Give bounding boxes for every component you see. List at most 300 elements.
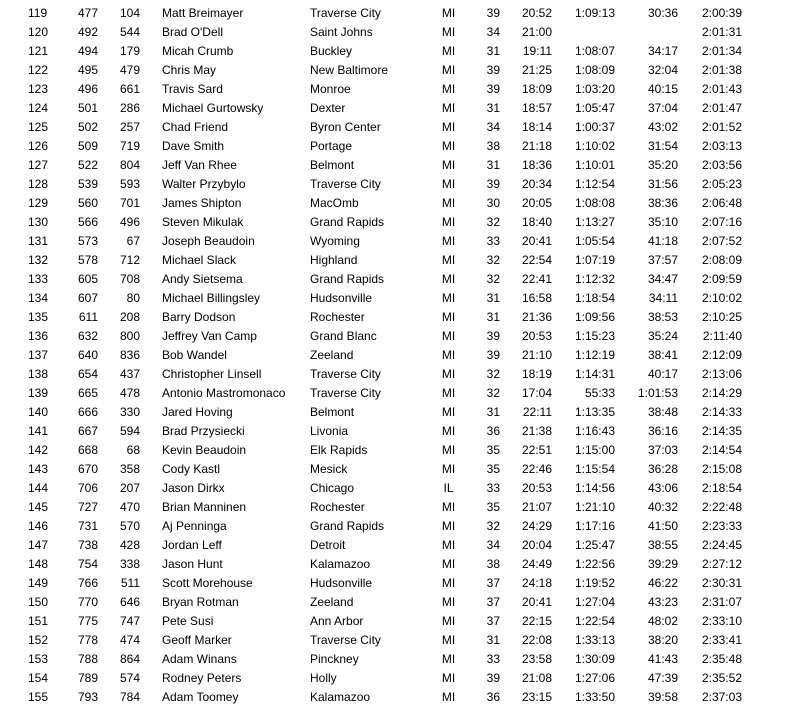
age-cell: 39	[486, 63, 500, 77]
run-time-cell: 36:28	[647, 462, 678, 476]
division-place-cell: 135	[28, 310, 49, 324]
athlete-name-cell: Bryan Rotman	[162, 595, 239, 609]
run-time-cell: 39:29	[647, 557, 678, 571]
table-row	[0, 441, 800, 460]
city-cell: Highland	[310, 253, 358, 267]
run-time-cell: 37:57	[647, 253, 678, 267]
overall-place-cell: 667	[77, 424, 98, 438]
run-time-cell: 41:50	[647, 519, 678, 533]
age-cell: 31	[486, 633, 500, 647]
athlete-name-cell: Cody Kastl	[162, 462, 221, 476]
state-cell: IL	[443, 481, 454, 495]
bike-time-cell: 1:17:16	[574, 519, 615, 533]
age-cell: 35	[486, 462, 500, 476]
division-place-cell: 141	[28, 424, 49, 438]
overall-place-cell: 560	[77, 196, 98, 210]
bike-time-cell: 1:09:56	[574, 310, 615, 324]
age-cell: 32	[486, 519, 500, 533]
division-place-cell: 146	[28, 519, 49, 533]
bib-number-cell: 544	[119, 25, 140, 39]
age-cell: 31	[486, 158, 500, 172]
bike-time-cell: 1:12:19	[574, 348, 615, 362]
overall-place-cell: 501	[77, 101, 98, 115]
bib-number-cell: 719	[119, 139, 140, 153]
finish-time-cell: 2:35:52	[701, 671, 742, 685]
age-cell: 30	[486, 196, 500, 210]
city-cell: Saint Johns	[310, 25, 373, 39]
bike-time-cell: 1:19:52	[574, 576, 615, 590]
finish-time-cell: 2:01:43	[701, 82, 742, 96]
state-cell: MI	[441, 215, 456, 229]
division-place-cell: 155	[28, 690, 49, 704]
run-time-cell: 34:47	[647, 272, 678, 286]
finish-time-cell: 2:10:25	[701, 310, 742, 324]
table-row	[0, 365, 800, 384]
finish-time-cell: 2:14:29	[701, 386, 742, 400]
division-place-cell: 137	[28, 348, 49, 362]
run-time-cell: 30:36	[647, 6, 678, 20]
overall-place-cell: 770	[77, 595, 98, 609]
age-cell: 39	[486, 348, 500, 362]
swim-time-cell: 18:19	[521, 367, 552, 381]
city-cell: Traverse City	[310, 6, 381, 20]
bib-number-cell: 286	[119, 101, 140, 115]
finish-time-cell: 2:30:31	[701, 576, 742, 590]
athlete-name-cell: Jared Hoving	[162, 405, 233, 419]
age-cell: 36	[486, 690, 500, 704]
bike-time-cell: 1:14:31	[574, 367, 615, 381]
bike-time-cell: 1:33:13	[574, 633, 615, 647]
run-time-cell: 37:04	[647, 101, 678, 115]
table-row	[0, 479, 800, 498]
bib-number-cell: 784	[119, 690, 140, 704]
state-cell: MI	[441, 63, 456, 77]
run-time-cell: 38:41	[647, 348, 678, 362]
bib-number-cell: 470	[119, 500, 140, 514]
overall-place-cell: 789	[77, 671, 98, 685]
overall-place-cell: 496	[77, 82, 98, 96]
city-cell: Zeeland	[310, 348, 354, 362]
city-cell: MacOmb	[310, 196, 359, 210]
state-cell: MI	[441, 595, 456, 609]
bib-number-cell: 593	[119, 177, 140, 191]
table-row	[0, 688, 800, 707]
bike-time-cell: 1:15:23	[574, 329, 615, 343]
bib-number-cell: 661	[119, 82, 140, 96]
swim-time-cell: 20:41	[521, 234, 552, 248]
bib-number-cell: 800	[119, 329, 140, 343]
bike-time-cell: 1:10:01	[574, 158, 615, 172]
bib-number-cell: 511	[120, 576, 140, 590]
division-place-cell: 140	[28, 405, 49, 419]
state-cell: MI	[441, 576, 456, 590]
bike-time-cell: 1:27:06	[574, 671, 615, 685]
city-cell: Mesick	[310, 462, 348, 476]
division-place-cell: 154	[28, 671, 49, 685]
swim-time-cell: 21:10	[521, 348, 552, 362]
swim-time-cell: 20:04	[521, 538, 552, 552]
athlete-name-cell: Antonio Mastromonaco	[162, 386, 286, 400]
city-cell: Kalamazoo	[310, 557, 371, 571]
state-cell: MI	[441, 120, 456, 134]
age-cell: 37	[486, 614, 500, 628]
athlete-name-cell: Barry Dodson	[162, 310, 236, 324]
athlete-name-cell: Jordan Leff	[162, 538, 222, 552]
athlete-name-cell: Michael Billingsley	[162, 291, 261, 305]
run-time-cell: 41:43	[647, 652, 678, 666]
finish-time-cell: 2:03:56	[701, 158, 742, 172]
age-cell: 39	[486, 671, 500, 685]
city-cell: Hudsonville	[310, 291, 373, 305]
run-time-cell: 1:01:53	[637, 386, 678, 400]
city-cell: Belmont	[310, 158, 355, 172]
athlete-name-cell: Chad Friend	[162, 120, 229, 134]
bib-number-cell: 67	[126, 234, 140, 248]
swim-time-cell: 20:53	[521, 329, 552, 343]
overall-place-cell: 775	[77, 614, 98, 628]
overall-place-cell: 727	[77, 500, 98, 514]
division-place-cell: 127	[28, 158, 49, 172]
division-place-cell: 148	[28, 557, 49, 571]
run-time-cell: 34:11	[648, 291, 678, 305]
run-time-cell: 48:02	[647, 614, 678, 628]
bike-time-cell: 1:13:27	[574, 215, 615, 229]
division-place-cell: 119	[28, 6, 48, 20]
finish-time-cell: 2:01:38	[701, 63, 742, 77]
run-time-cell: 34:17	[647, 44, 678, 58]
swim-time-cell: 23:58	[521, 652, 552, 666]
table-row	[0, 213, 800, 232]
division-place-cell: 126	[28, 139, 49, 153]
athlete-name-cell: Joseph Beaudoin	[162, 234, 255, 248]
run-time-cell: 35:20	[647, 158, 678, 172]
division-place-cell: 129	[28, 196, 49, 210]
city-cell: Zeeland	[310, 595, 354, 609]
table-row	[0, 574, 800, 593]
bib-number-cell: 701	[119, 196, 140, 210]
table-row	[0, 422, 800, 441]
table-row	[0, 403, 800, 422]
table-row	[0, 498, 800, 517]
finish-time-cell: 2:18:54	[701, 481, 742, 495]
overall-place-cell: 509	[77, 139, 98, 153]
city-cell: Chicago	[310, 481, 355, 495]
table-row	[0, 232, 800, 251]
table-row	[0, 99, 800, 118]
bike-time-cell: 1:27:04	[574, 595, 615, 609]
table-row	[0, 517, 800, 536]
finish-time-cell: 2:14:35	[701, 424, 742, 438]
bike-time-cell: 1:09:13	[574, 6, 615, 20]
division-place-cell: 125	[28, 120, 49, 134]
overall-place-cell: 578	[77, 253, 98, 267]
bike-time-cell: 1:33:50	[574, 690, 615, 704]
athlete-name-cell: Brad O'Dell	[162, 25, 223, 39]
run-time-cell: 40:17	[647, 367, 678, 381]
city-cell: Traverse City	[310, 386, 381, 400]
overall-place-cell: 502	[77, 120, 98, 134]
city-cell: Buckley	[310, 44, 353, 58]
city-cell: Byron Center	[310, 120, 381, 134]
swim-time-cell: 21:38	[521, 424, 552, 438]
division-place-cell: 128	[28, 177, 49, 191]
swim-time-cell: 18:36	[521, 158, 552, 172]
bike-time-cell: 1:21:10	[574, 500, 615, 514]
city-cell: Grand Rapids	[310, 215, 385, 229]
state-cell: MI	[441, 367, 456, 381]
overall-place-cell: 522	[77, 158, 98, 172]
division-place-cell: 130	[28, 215, 49, 229]
division-place-cell: 134	[28, 291, 49, 305]
division-place-cell: 139	[28, 386, 49, 400]
run-time-cell: 43:02	[647, 120, 678, 134]
swim-time-cell: 19:11	[522, 44, 552, 58]
run-time-cell: 39:58	[647, 690, 678, 704]
city-cell: Traverse City	[310, 177, 381, 191]
state-cell: MI	[441, 158, 456, 172]
swim-time-cell: 22:11	[522, 405, 552, 419]
state-cell: MI	[441, 443, 456, 457]
swim-time-cell: 20:41	[521, 595, 552, 609]
finish-time-cell: 2:07:52	[701, 234, 742, 248]
division-place-cell: 131	[28, 234, 49, 248]
bike-time-cell: 1:14:56	[574, 481, 615, 495]
overall-place-cell: 731	[77, 519, 98, 533]
table-row	[0, 346, 800, 365]
age-cell: 39	[486, 329, 500, 343]
swim-time-cell: 22:08	[521, 633, 552, 647]
city-cell: Holly	[310, 671, 337, 685]
division-place-cell: 147	[28, 538, 49, 552]
bike-time-cell: 1:15:54	[574, 462, 615, 476]
state-cell: MI	[441, 424, 456, 438]
age-cell: 35	[486, 500, 500, 514]
finish-time-cell: 2:33:10	[701, 614, 742, 628]
age-cell: 33	[486, 652, 500, 666]
state-cell: MI	[441, 633, 456, 647]
bib-number-cell: 646	[119, 595, 140, 609]
finish-time-cell: 2:01:47	[701, 101, 742, 115]
athlete-name-cell: Scott Morehouse	[162, 576, 253, 590]
bib-number-cell: 207	[119, 481, 140, 495]
run-time-cell: 46:22	[647, 576, 678, 590]
run-time-cell: 41:18	[647, 234, 678, 248]
finish-time-cell: 2:22:48	[701, 500, 742, 514]
bib-number-cell: 804	[119, 158, 140, 172]
finish-time-cell: 2:01:31	[701, 25, 742, 39]
run-time-cell: 31:56	[647, 177, 678, 191]
athlete-name-cell: Michael Gurtowsky	[162, 101, 264, 115]
swim-time-cell: 21:00	[521, 25, 552, 39]
finish-time-cell: 2:08:09	[701, 253, 742, 267]
bib-number-cell: 257	[119, 120, 140, 134]
age-cell: 32	[486, 386, 500, 400]
overall-place-cell: 670	[77, 462, 98, 476]
age-cell: 37	[486, 595, 500, 609]
age-cell: 33	[486, 481, 500, 495]
city-cell: Wyoming	[310, 234, 360, 248]
overall-place-cell: 766	[77, 576, 98, 590]
bib-number-cell: 358	[119, 462, 140, 476]
run-time-cell: 38:55	[647, 538, 678, 552]
division-place-cell: 142	[28, 443, 49, 457]
finish-time-cell: 2:09:59	[701, 272, 742, 286]
overall-place-cell: 738	[77, 538, 98, 552]
run-time-cell: 43:06	[647, 481, 678, 495]
age-cell: 32	[486, 253, 500, 267]
swim-time-cell: 18:57	[521, 101, 552, 115]
bib-number-cell: 437	[119, 367, 140, 381]
bib-number-cell: 747	[119, 614, 140, 628]
athlete-name-cell: James Shipton	[162, 196, 242, 210]
table-row	[0, 80, 800, 99]
overall-place-cell: 477	[77, 6, 98, 20]
state-cell: MI	[441, 196, 456, 210]
finish-time-cell: 2:07:16	[701, 215, 742, 229]
division-place-cell: 144	[28, 481, 49, 495]
finish-time-cell: 2:10:02	[701, 291, 742, 305]
table-row	[0, 23, 800, 42]
swim-time-cell: 20:52	[521, 6, 552, 20]
age-cell: 31	[486, 310, 500, 324]
division-place-cell: 124	[28, 101, 49, 115]
overall-place-cell: 665	[77, 386, 98, 400]
table-row	[0, 384, 800, 403]
bib-number-cell: 330	[119, 405, 140, 419]
athlete-name-cell: Dave Smith	[162, 139, 225, 153]
city-cell: Monroe	[310, 82, 351, 96]
state-cell: MI	[441, 291, 456, 305]
bib-number-cell: 708	[119, 272, 140, 286]
athlete-name-cell: Jason Hunt	[162, 557, 223, 571]
overall-place-cell: 611	[78, 310, 98, 324]
overall-place-cell: 607	[77, 291, 98, 305]
age-cell: 32	[486, 272, 500, 286]
run-time-cell: 38:20	[647, 633, 678, 647]
athlete-name-cell: Christopher Linsell	[162, 367, 262, 381]
run-time-cell: 38:48	[647, 405, 678, 419]
athlete-name-cell: Walter Przybylo	[162, 177, 246, 191]
state-cell: MI	[441, 500, 456, 514]
bib-number-cell: 836	[119, 348, 140, 362]
state-cell: MI	[441, 538, 456, 552]
bike-time-cell: 1:15:00	[574, 443, 615, 457]
finish-time-cell: 2:37:03	[701, 690, 742, 704]
swim-time-cell: 17:04	[521, 386, 552, 400]
finish-time-cell: 2:01:52	[701, 120, 742, 134]
overall-place-cell: 654	[77, 367, 98, 381]
city-cell: Grand Rapids	[310, 272, 385, 286]
athlete-name-cell: Andy Sietsema	[162, 272, 243, 286]
athlete-name-cell: Bob Wandel	[162, 348, 227, 362]
bib-number-cell: 864	[119, 652, 140, 666]
bike-time-cell: 1:03:20	[574, 82, 615, 96]
city-cell: Kalamazoo	[310, 690, 371, 704]
overall-place-cell: 492	[77, 25, 98, 39]
division-place-cell: 121	[28, 44, 49, 58]
swim-time-cell: 22:54	[521, 253, 552, 267]
table-row	[0, 61, 800, 80]
table-row	[0, 270, 800, 289]
state-cell: MI	[441, 101, 456, 115]
athlete-name-cell: Jeffrey Van Camp	[162, 329, 257, 343]
state-cell: MI	[441, 44, 456, 58]
city-cell: Ann Arbor	[310, 614, 364, 628]
overall-place-cell: 668	[77, 443, 98, 457]
age-cell: 37	[486, 576, 500, 590]
run-time-cell: 32:04	[647, 63, 678, 77]
athlete-name-cell: Chris May	[162, 63, 217, 77]
bike-time-cell: 55:33	[584, 386, 615, 400]
overall-place-cell: 566	[77, 215, 98, 229]
finish-time-cell: 2:33:41	[701, 633, 742, 647]
state-cell: MI	[441, 519, 456, 533]
athlete-name-cell: Steven Mikulak	[162, 215, 244, 229]
run-time-cell: 47:39	[647, 671, 678, 685]
state-cell: MI	[441, 462, 456, 476]
run-time-cell: 31:54	[647, 139, 678, 153]
run-time-cell: 38:36	[647, 196, 678, 210]
bib-number-cell: 496	[119, 215, 140, 229]
swim-time-cell: 24:29	[521, 519, 552, 533]
swim-time-cell: 22:51	[521, 443, 552, 457]
finish-time-cell: 2:06:48	[701, 196, 742, 210]
swim-time-cell: 21:36	[521, 310, 552, 324]
athlete-name-cell: Kevin Beaudoin	[162, 443, 247, 457]
swim-time-cell: 24:18	[521, 576, 552, 590]
swim-time-cell: 24:49	[521, 557, 552, 571]
city-cell: Grand Rapids	[310, 519, 385, 533]
table-row	[0, 555, 800, 574]
athlete-name-cell: Brian Manninen	[162, 500, 247, 514]
city-cell: Traverse City	[310, 633, 381, 647]
athlete-name-cell: Rodney Peters	[162, 671, 242, 685]
city-cell: Rochester	[310, 310, 365, 324]
table-row	[0, 156, 800, 175]
table-row	[0, 536, 800, 555]
age-cell: 31	[486, 44, 500, 58]
swim-time-cell: 18:09	[521, 82, 552, 96]
table-row	[0, 118, 800, 137]
city-cell: Portage	[310, 139, 353, 153]
overall-place-cell: 539	[77, 177, 98, 191]
bib-number-cell: 428	[119, 538, 140, 552]
state-cell: MI	[441, 139, 456, 153]
table-row	[0, 175, 800, 194]
division-place-cell: 143	[28, 462, 49, 476]
bike-time-cell: 1:05:47	[574, 101, 615, 115]
overall-place-cell: 494	[77, 44, 98, 58]
age-cell: 31	[486, 405, 500, 419]
swim-time-cell: 21:18	[521, 139, 552, 153]
table-row	[0, 460, 800, 479]
bike-time-cell: 1:25:47	[574, 538, 615, 552]
division-place-cell: 133	[28, 272, 49, 286]
state-cell: MI	[441, 253, 456, 267]
overall-place-cell: 495	[77, 63, 98, 77]
swim-time-cell: 22:46	[521, 462, 552, 476]
city-cell: Belmont	[310, 405, 355, 419]
division-place-cell: 145	[28, 500, 49, 514]
table-row	[0, 251, 800, 270]
finish-time-cell: 2:05:23	[701, 177, 742, 191]
overall-place-cell: 573	[77, 234, 98, 248]
athlete-name-cell: Brad Przysiecki	[162, 424, 245, 438]
age-cell: 39	[486, 82, 500, 96]
swim-time-cell: 20:05	[521, 196, 552, 210]
bib-number-cell: 479	[119, 63, 140, 77]
athlete-name-cell: Travis Sard	[162, 82, 223, 96]
